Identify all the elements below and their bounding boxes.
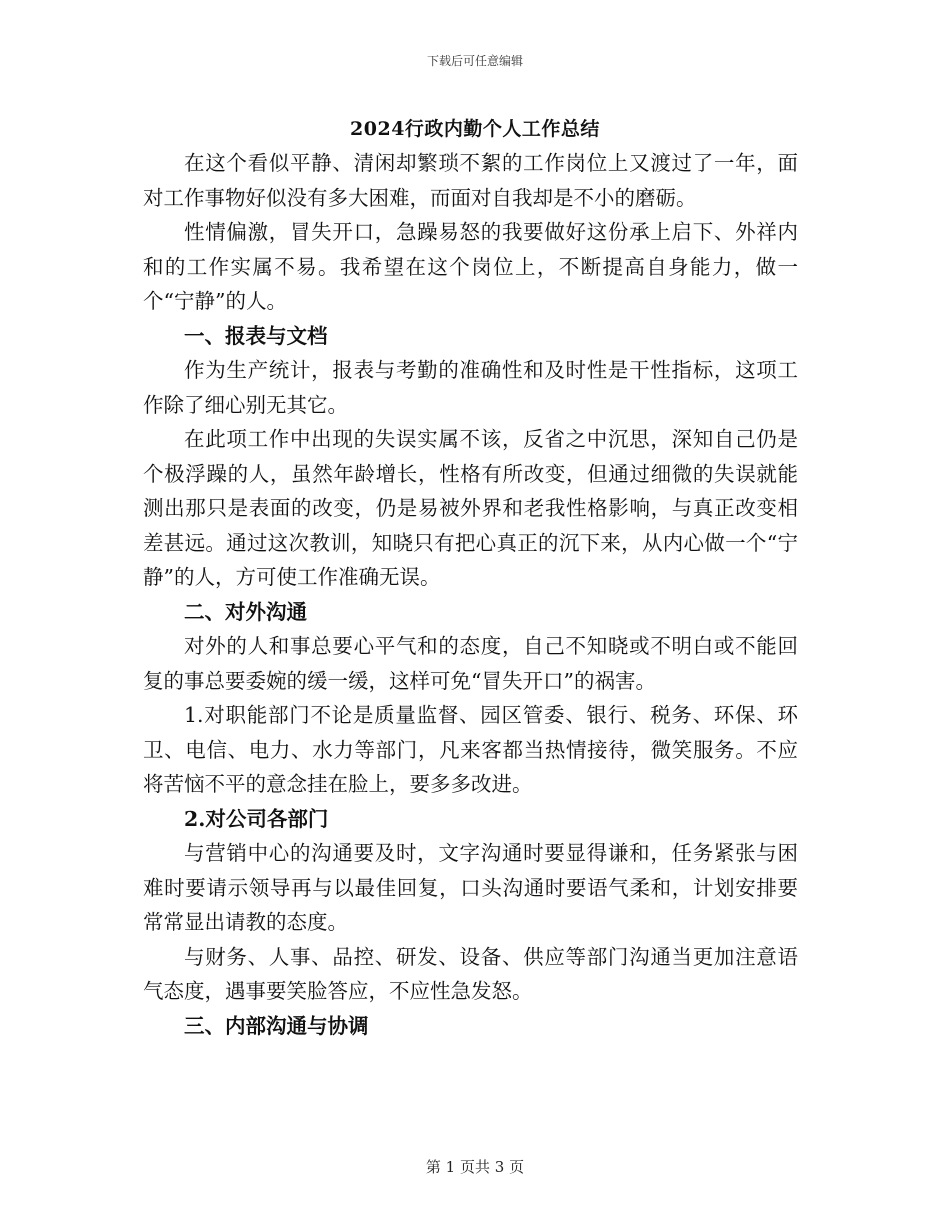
document-title: 2024行政内勤个人工作总结 (350, 118, 600, 140)
paragraph-intro-2: 性情偏激，冒失开口，急躁易怒的我要做好这份承上启下、外祥内和的工作实属不易。我希望在这个岗位上，不断提高自身能力，做一个“宁静”的人。 (143, 220, 798, 313)
subsection-heading-departments: 2.对公司各部门 (184, 806, 329, 831)
section-heading-reports: 一、报表与文档 (184, 323, 328, 348)
section-heading-external: 二、对外沟通 (184, 599, 307, 624)
paragraph-intro-1: 在这个看似平静、清闲却繁琐不絮的工作岗位上又渡过了一年，面对工作事物好似没有多大困难，而面对自我却是不小的磨砺。 (143, 151, 798, 210)
document-body (143, 146, 798, 1043)
section-heading-internal: 三、内部沟通与协调 (184, 1013, 369, 1038)
paragraph-reports-1: 作为生产统计，报表与考勤的准确性和及时性是干性指标，这项工作除了细心别无其它。 (143, 358, 798, 417)
paragraph-departments-2: 与财务、人事、品控、研发、设备、供应等部门沟通当更加注意语气态度，遇事要笑脸答应，不应性急发怒。 (143, 944, 798, 1003)
paragraph-reports-2: 在此项工作中出现的失误实属不该，反省之中沉思，深知自己仍是个极浮躁的人，虽然年龄增长，性格有所改变，但通过细微的失误就能测出那只是表面的改变，仍是易被外界和老我性格影响，与真正改变相差甚远。通过这次教训，知晓只有把心真正的沉下来，从内心做一个“宁静”的人，方可使工作准确无误。 (143, 427, 798, 589)
paragraph-external-1: 对外的人和事总要心平气和的态度，自己不知晓或不明白或不能回复的事总要委婉的缓一缓，这样可免“冒失开口”的祸害。 (143, 634, 798, 693)
header-note: 下载后可任意编辑 (426, 54, 523, 68)
paragraph-external-2: 1.对职能部门不论是质量监督、园区管委、银行、税务、环保、环卫、电信、电力、水力等部门，凡来客都当热情接待，微笑服务。不应将苦恼不平的意念挂在脸上，要多多改进。 (143, 703, 798, 796)
page-number: 第 1 页共 3 页 (425, 1158, 525, 1176)
paragraph-departments-1: 与营销中心的沟通要及时，文字沟通时要显得谦和，任务紧张与困难时要请示领导再与以最佳回复，口头沟通时要语气柔和，计划安排要常常显出请教的态度。 (143, 841, 798, 934)
